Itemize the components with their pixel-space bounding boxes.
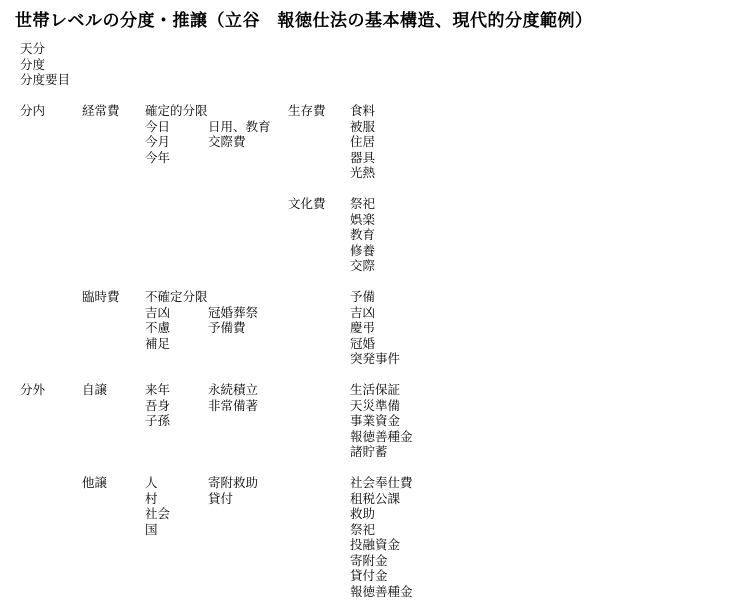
intro-item: 天分 [20, 41, 46, 56]
list-item: 租税公課 [350, 490, 401, 506]
tajo-label: 他譲 [82, 475, 108, 490]
list-item: 社会奉仕費 [350, 475, 413, 490]
jijo-col2 [208, 382, 258, 413]
list-item: 不慮 [145, 320, 171, 335]
list-item: 祭祀 [350, 521, 376, 537]
jijo-items [350, 382, 413, 460]
list-item: 教育 [350, 227, 376, 242]
list-item: 補足 [145, 335, 171, 351]
intro-list [20, 41, 70, 88]
list-item: 交際 [350, 258, 376, 273]
list-item: 突発事件 [350, 351, 401, 366]
list-item: 貸付 [208, 490, 234, 506]
list-item: 交際費 [208, 134, 246, 149]
list-item: 祭祀 [350, 196, 376, 211]
rinji-label: 臨時費 [82, 289, 120, 304]
rinji-items [350, 289, 400, 367]
list-item: 投融資金 [350, 537, 401, 552]
list-item: 社会 [145, 506, 171, 521]
list-item: 娯楽 [350, 211, 376, 227]
rinji-head: 不確定分限 [145, 289, 208, 304]
list-item: 来年 [145, 382, 171, 397]
list-item: 予備 [350, 289, 376, 304]
jijo-label: 自譲 [82, 382, 108, 397]
bunka-items [350, 196, 375, 274]
page-title: 世帯レベルの分度・推譲（立谷 報徳仕法の基本構造、現代的分度範例） [15, 11, 593, 31]
list-item: 冠婚 [350, 335, 376, 351]
list-item: 報徳善種金 [350, 428, 413, 444]
seizon-items [350, 103, 375, 181]
list-item: 永続積立 [208, 382, 259, 397]
list-item: 寄附金 [350, 552, 388, 568]
keijo-label: 経常費 [82, 103, 120, 118]
keijo-col2 [208, 119, 271, 150]
list-item: 天災準備 [350, 397, 401, 413]
jijo-col1 [145, 382, 170, 429]
list-item: 非常備著 [208, 397, 259, 413]
list-item: 光熱 [350, 165, 376, 180]
list-item: 日用、教育 [208, 118, 271, 134]
list-item: 器具 [350, 149, 376, 165]
list-item: 報徳善種金 [350, 583, 413, 599]
list-item: 救助 [350, 506, 376, 521]
keijo-col1 [145, 119, 170, 166]
list-item: 住居 [350, 134, 376, 149]
list-item: 慶弔 [350, 320, 376, 335]
list-item: 食料 [350, 103, 376, 118]
list-item: 今月 [145, 134, 171, 149]
list-item: 国 [145, 521, 158, 537]
list-item: 吉凶 [350, 304, 376, 320]
rinji-col1 [145, 305, 170, 352]
bun-nai-label: 分内 [20, 103, 46, 118]
list-item: 貸付金 [350, 568, 388, 583]
list-item: 予備費 [208, 320, 246, 335]
list-item: 事業資金 [350, 413, 401, 428]
bun-gai-label: 分外 [20, 382, 46, 397]
list-item: 子孫 [145, 413, 171, 428]
list-item: 諸貯蓄 [350, 444, 388, 459]
tajo-col2 [208, 475, 258, 506]
rinji-col2 [208, 305, 258, 336]
bunka-label: 文化費 [288, 196, 326, 211]
list-item: 冠婚葬祭 [208, 304, 259, 320]
list-item: 修養 [350, 242, 376, 258]
list-item: 村 [145, 490, 158, 506]
list-item: 寄附救助 [208, 475, 259, 490]
list-item: 今年 [145, 149, 171, 165]
tajo-col1 [145, 475, 170, 537]
list-item: 被服 [350, 118, 376, 134]
list-item: 今日 [145, 118, 171, 134]
list-item: 吾身 [145, 397, 171, 413]
intro-item: 分度 [20, 56, 46, 72]
tajo-items [350, 475, 413, 599]
list-item: 生活保証 [350, 382, 401, 397]
list-item: 人 [145, 475, 158, 490]
seizon-label: 生存費 [288, 103, 326, 118]
list-item: 吉凶 [145, 304, 171, 320]
intro-item: 分度要目 [20, 72, 71, 87]
keijo-head: 確定的分限 [145, 103, 208, 118]
